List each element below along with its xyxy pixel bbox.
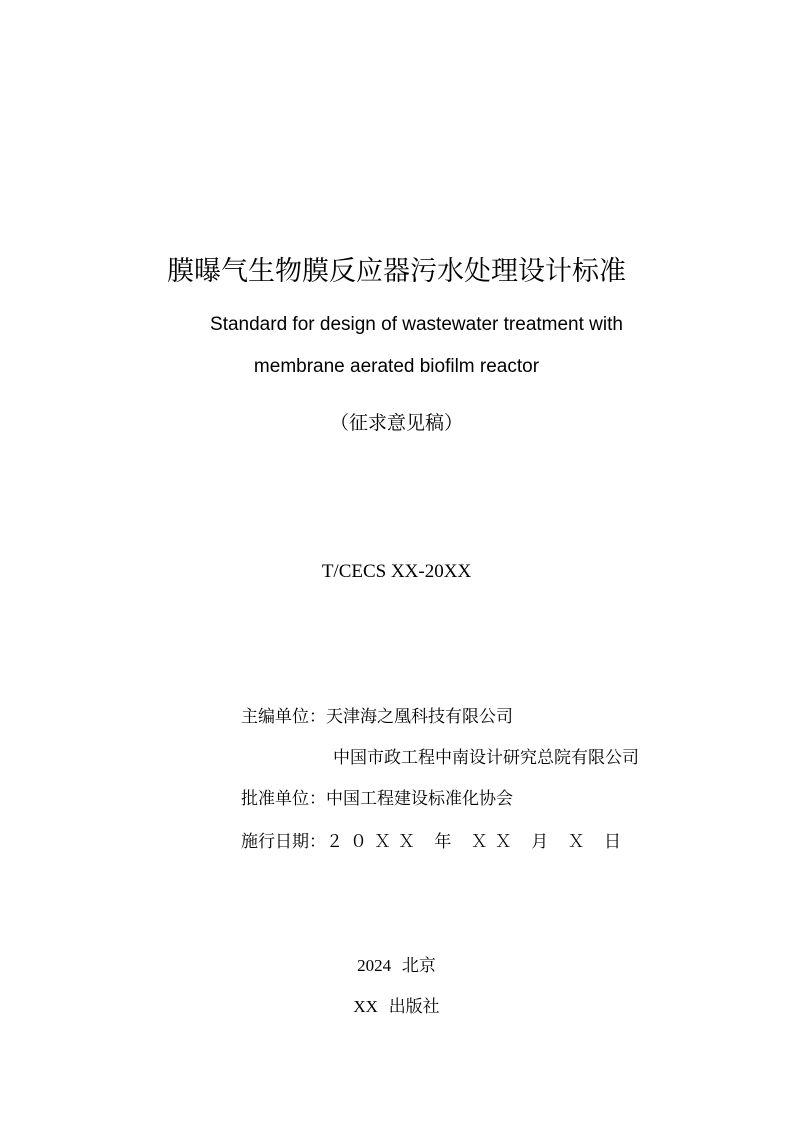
editor-label: 主编单位： (241, 707, 326, 727)
publication-city: 北京 (401, 956, 436, 976)
effective-date-label: 施行日期： (241, 832, 326, 852)
effective-date-row (241, 829, 628, 855)
title-english-line-2: membrane aerated biofilm reactor (253, 356, 540, 377)
approver-label: 批准单位： (241, 789, 326, 809)
approver-row (241, 786, 513, 812)
editor-row (241, 704, 513, 730)
publisher-name: 出版社 (388, 997, 440, 1017)
standard-code: T/CECS XX-20XX (321, 561, 472, 582)
publication-place-year (0, 953, 793, 979)
editor-unit-2: 中国市政工程中南设计研究总院有限公司 (333, 748, 639, 768)
title-english-line-1: Standard for design of wastewater treatment with (210, 314, 623, 335)
publisher-code: XX (353, 997, 378, 1016)
editor-row-2 (333, 745, 639, 771)
publisher-line (0, 994, 793, 1020)
effective-date-value: ２０ＸＸ 年 ＸＸ 月 Ｘ 日 (326, 832, 629, 852)
approver-unit: 中国工程建设标准化协会 (326, 789, 513, 809)
editor-unit-1: 天津海之凰科技有限公司 (326, 707, 513, 727)
publication-year: 2024 (357, 956, 392, 975)
title-chinese: 膜曝气生物膜反应器污水处理设计标准 (167, 256, 626, 287)
draft-note: （征求意见稿） (329, 412, 463, 434)
